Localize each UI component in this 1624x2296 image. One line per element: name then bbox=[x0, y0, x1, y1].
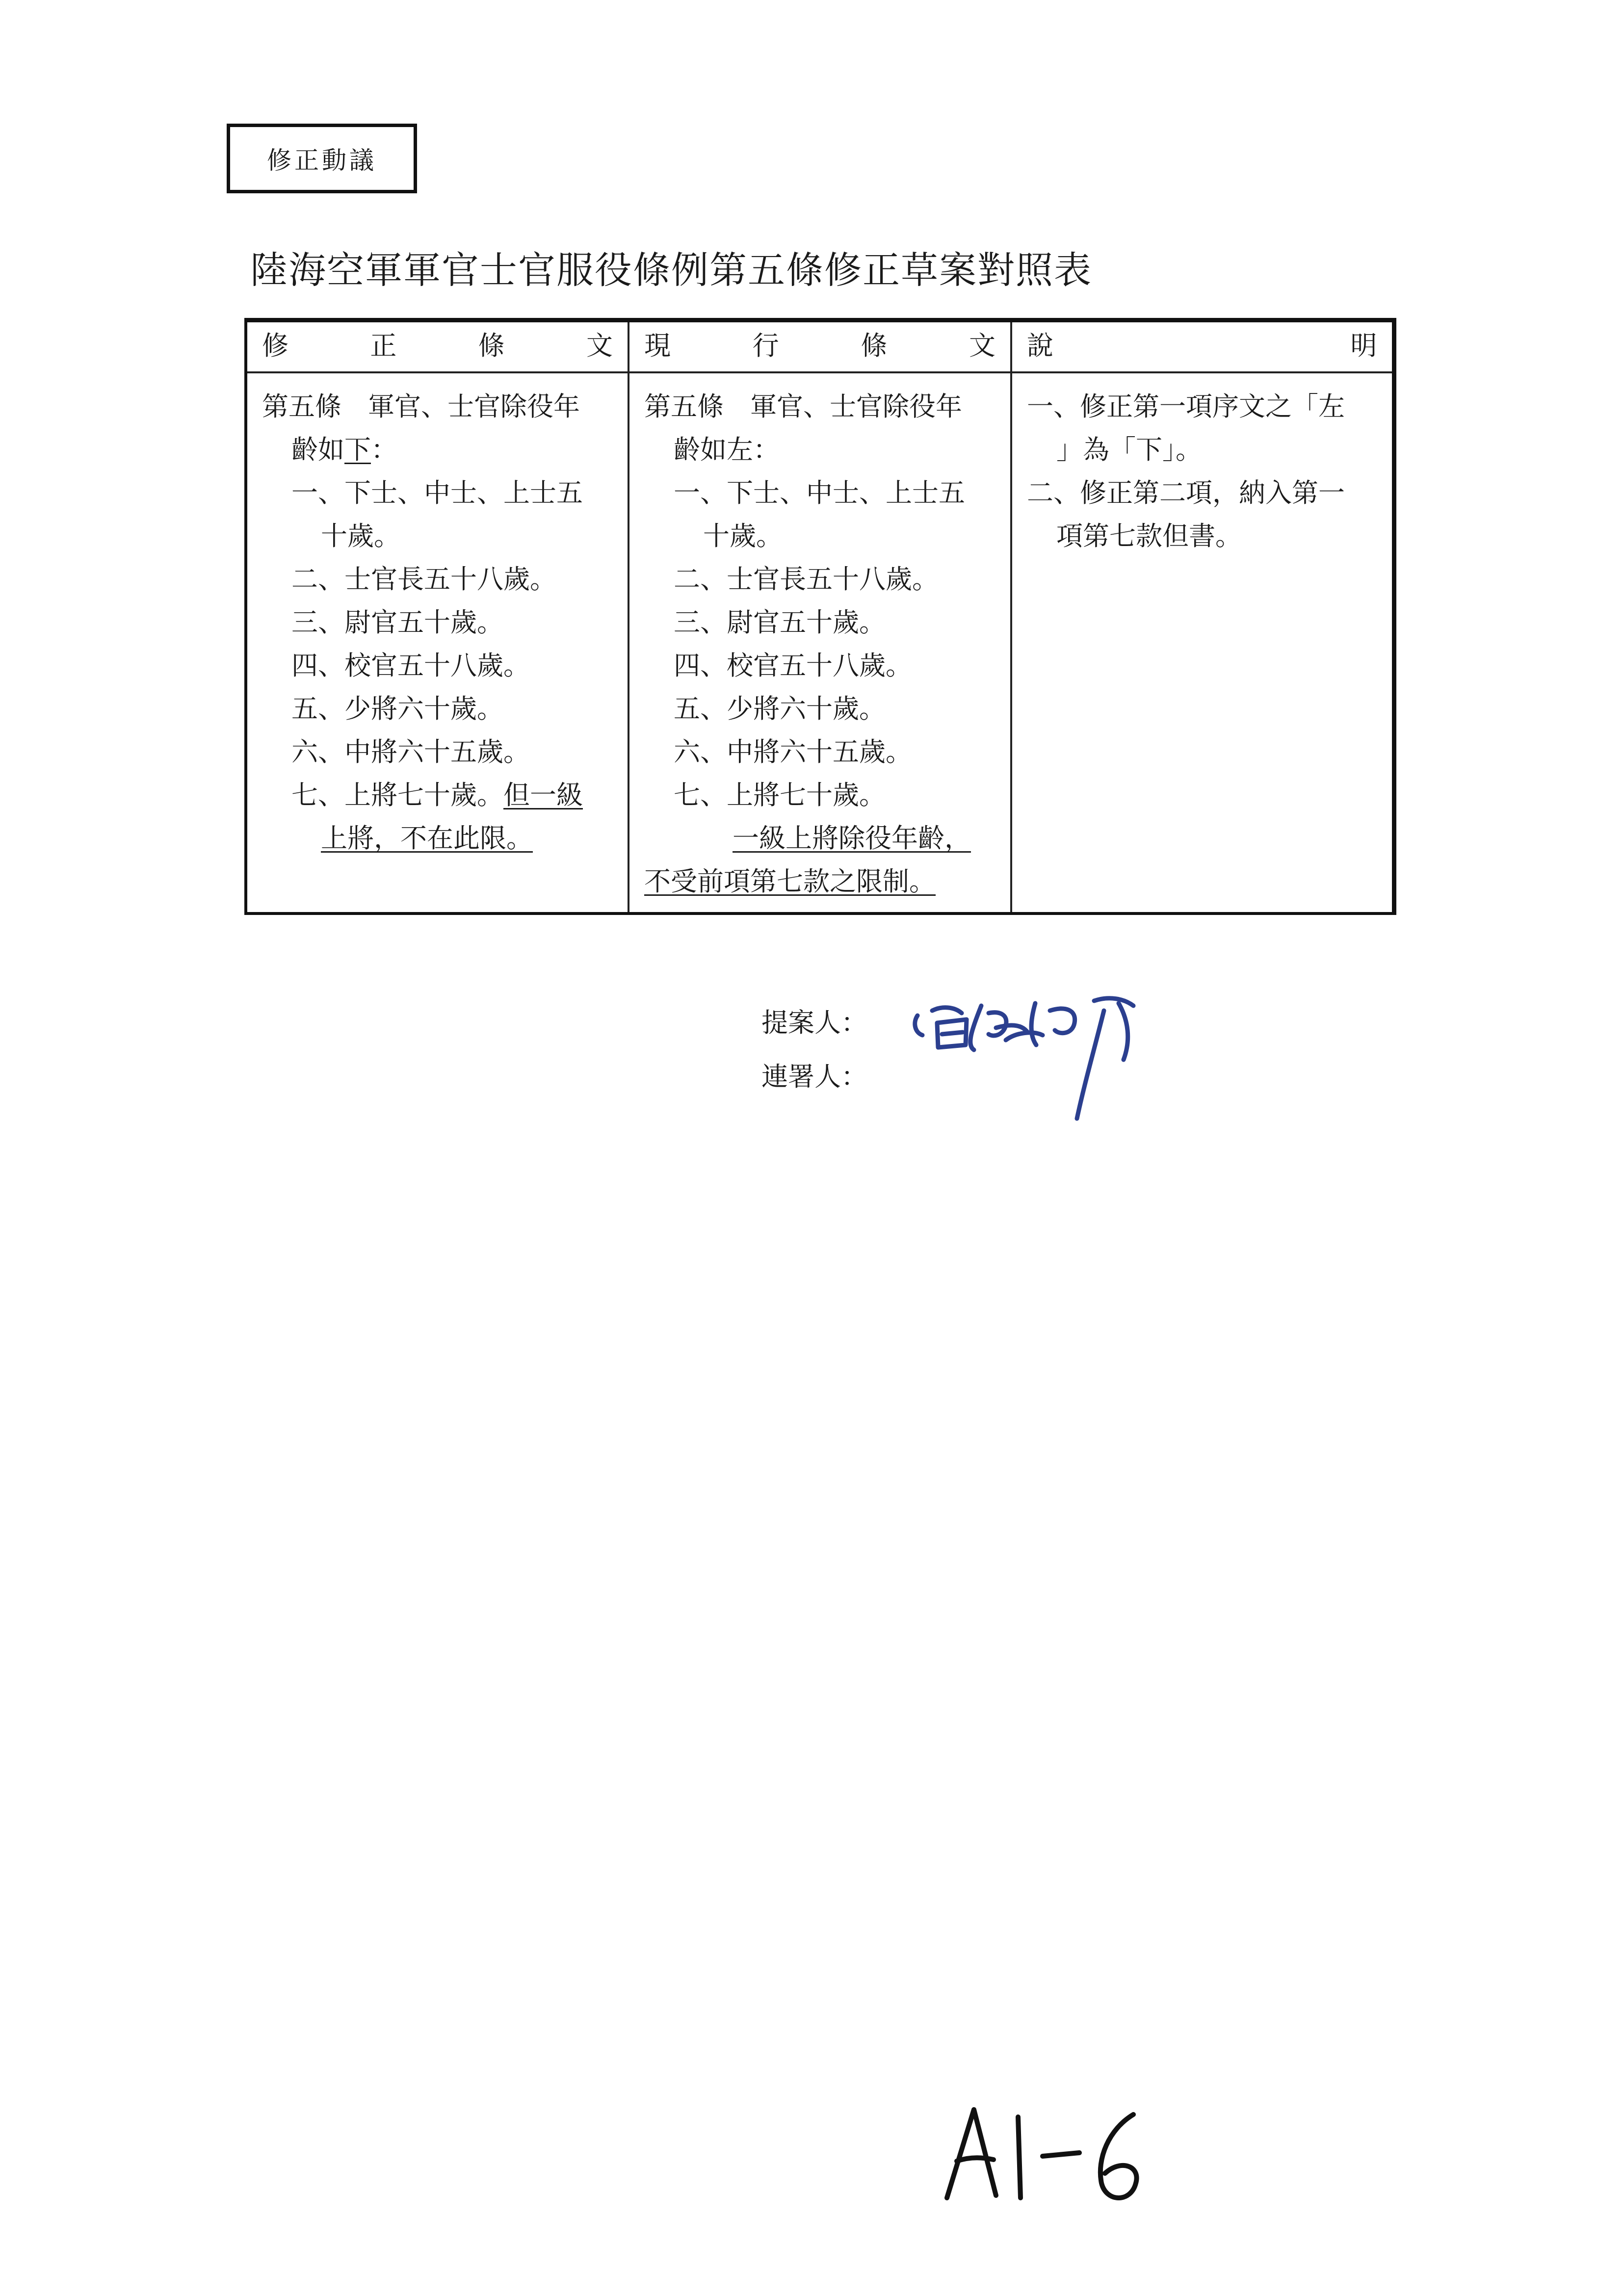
signature-block bbox=[761, 996, 867, 1104]
amended-underlined-change: 下 bbox=[344, 434, 371, 465]
amended-text-cell bbox=[246, 372, 629, 913]
table-body-row bbox=[246, 372, 1394, 913]
motion-stamp-box bbox=[227, 124, 417, 193]
explanation-item-1: 一、修正第一項序文之「左 bbox=[1027, 391, 1345, 422]
current-proviso-text-2: 不受前項第七款之限制。 bbox=[644, 866, 936, 897]
current-text-cell bbox=[629, 372, 1011, 913]
current-item-1-cont: 十歲。 bbox=[703, 521, 783, 551]
amended-item-6: 六、中將六十五歲。 bbox=[291, 736, 530, 767]
amended-item-2: 二、士官長五十八歲。 bbox=[291, 564, 556, 595]
current-article-head: 第五條 軍官、士官除役年 bbox=[644, 391, 962, 422]
current-article-cont: 齡如左： bbox=[674, 434, 780, 465]
explanation-item-2: 二、修正第二項，納入第一 bbox=[1027, 477, 1345, 508]
header-amended-text: 修正條文 bbox=[246, 320, 629, 373]
amended-item-4: 四、校官五十八歲。 bbox=[291, 650, 530, 681]
current-proviso-text-1: 一級上將除役年齡， bbox=[733, 823, 971, 854]
amended-article-cont bbox=[262, 428, 613, 471]
current-item-6: 六、中將六十五歲。 bbox=[674, 736, 912, 767]
current-item-4: 四、校官五十八歲。 bbox=[674, 650, 912, 681]
current-item-2: 二、士官長五十八歲。 bbox=[674, 564, 939, 595]
amended-article-head: 第五條 軍官、士官除役年 bbox=[262, 391, 580, 422]
amended-item-7 bbox=[262, 774, 613, 817]
explanation-item-2-cont: 項第七款但書。 bbox=[1056, 521, 1242, 551]
amended-article-cont-text: 齡如 bbox=[291, 434, 344, 465]
handwritten-signature bbox=[908, 976, 1163, 1123]
amended-article-colon: ： bbox=[371, 434, 397, 465]
cosigner-label: 連署人： bbox=[761, 1061, 867, 1092]
amended-item-7-cont bbox=[262, 817, 613, 860]
header-explanation: 說明 bbox=[1011, 320, 1394, 373]
amended-item-3: 三、尉官五十歲。 bbox=[291, 607, 503, 638]
table-header-row bbox=[246, 320, 1394, 373]
current-proviso-line-2 bbox=[644, 860, 995, 903]
amended-item-7-proviso: 但一級 bbox=[503, 780, 583, 810]
amended-item-1: 一、下士、中士、上士五 bbox=[291, 477, 583, 508]
proposer-label: 提案人： bbox=[761, 1007, 867, 1038]
current-item-5: 五、少將六十歲。 bbox=[674, 693, 886, 724]
current-item-3: 三、尉官五十歲。 bbox=[674, 607, 886, 638]
header-current-text: 現行條文 bbox=[629, 320, 1011, 373]
document-title: 陸海空軍軍官士官服役條例第五條修正草案對照表 bbox=[250, 248, 1092, 292]
page-code-handwritten bbox=[932, 2095, 1158, 2213]
explanation-cell bbox=[1011, 372, 1394, 913]
current-proviso-line-1 bbox=[644, 817, 995, 860]
amended-item-5: 五、少將六十歲。 bbox=[291, 693, 503, 724]
explanation-item-1-cont: 」為「下」。 bbox=[1056, 434, 1202, 465]
amended-item-1-cont: 十歲。 bbox=[321, 521, 400, 551]
current-item-1: 一、下士、中士、上士五 bbox=[674, 477, 965, 508]
amended-item-7-text: 七、上將七十歲。 bbox=[291, 780, 503, 810]
amended-item-7-proviso-cont: 上將，不在此限。 bbox=[321, 823, 533, 854]
motion-stamp-label: 修正動議 bbox=[267, 146, 377, 175]
comparison-table bbox=[244, 318, 1396, 915]
current-item-7: 七、上將七十歲。 bbox=[674, 780, 886, 810]
